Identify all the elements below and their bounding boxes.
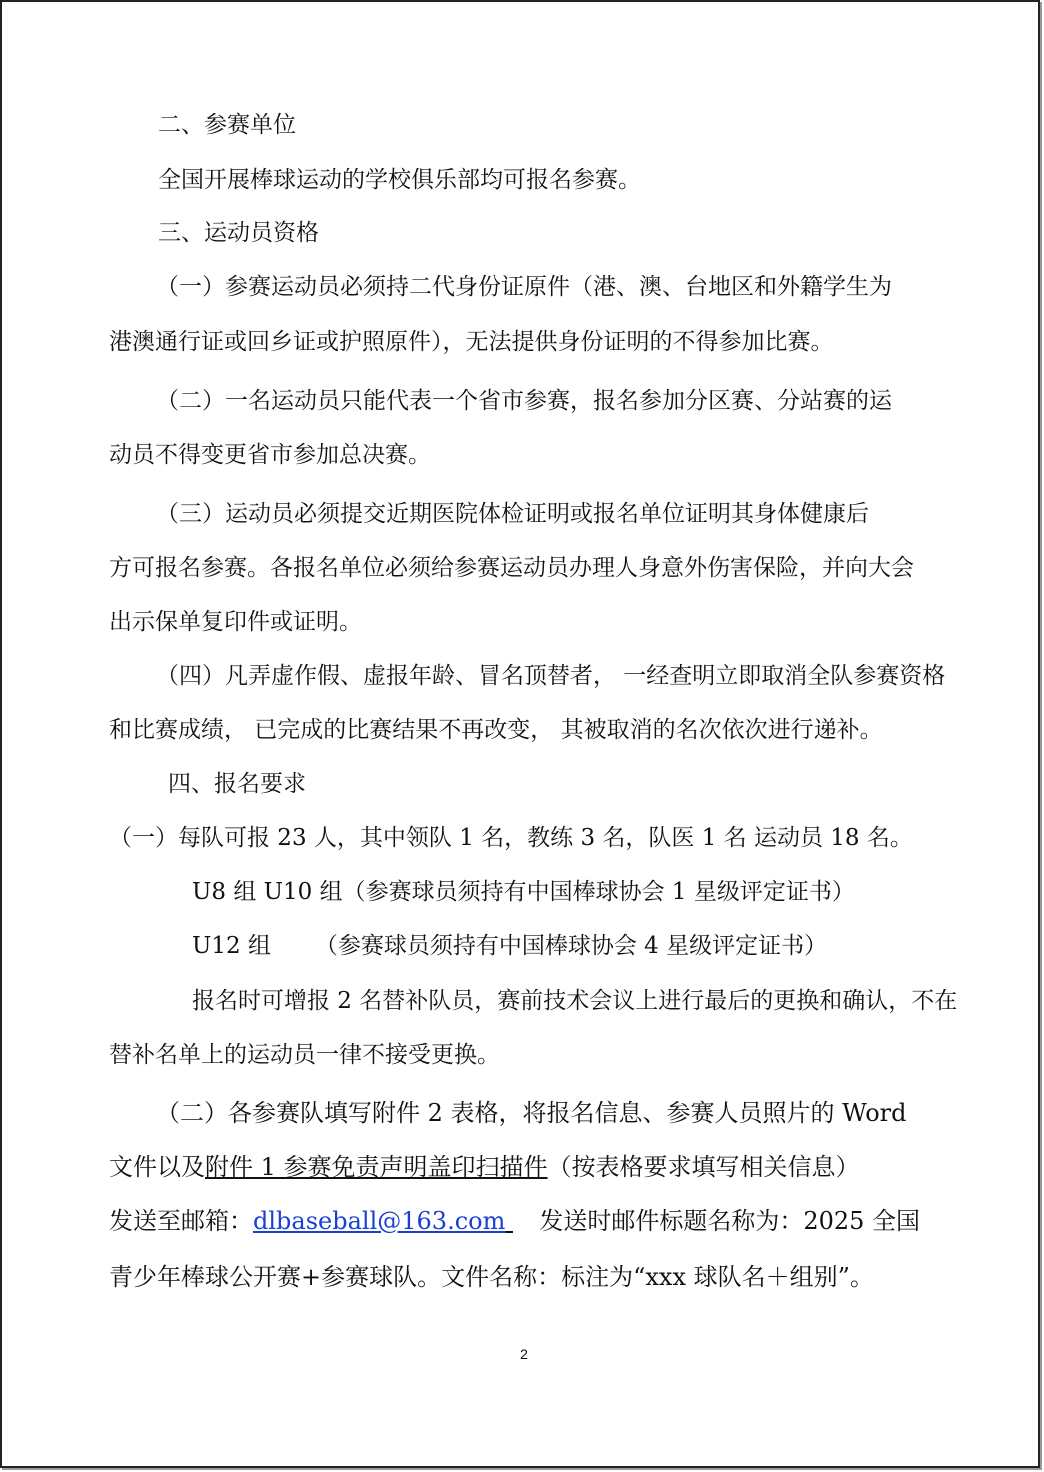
s4-p2-line4: 青少年棒球公开赛+参赛球队。文件名称：标注为“xxx 球队名＋组别”。 [109, 1263, 874, 1291]
s4-p1-line4: 报名时可增报 2 名替补队员，赛前技术会议上进行最后的更换和确认，不在 [192, 988, 958, 1014]
s4-p1-line3: U12 组 （参赛球员须持有中国棒球协会 4 星级评定证书） [192, 933, 828, 959]
s3-p2-line2: 动员不得变更省市参加总决赛。 [109, 442, 431, 468]
s3-p3-line3: 出示保单复印件或证明。 [109, 609, 362, 635]
section-2-body: 全国开展棒球运动的学校俱乐部均可报名参赛。 [158, 167, 641, 193]
s4-p2-line3-suffix: 发送时邮件标题名称为：2025 全国 [539, 1207, 921, 1235]
email-underline-gap [505, 1206, 539, 1236]
attachment-1-reference: 附件 1 参赛免责声明盖印扫描件 [205, 1153, 548, 1181]
s4-p2-line3 [109, 1206, 920, 1236]
page-number: 2 [520, 1346, 528, 1362]
s4-p1-line1: （一）每队可报 23 人，其中领队 1 名，教练 3 名，队医 1 名 运动员 18 名。 [109, 825, 913, 851]
s4-p2-line3-prefix: 发送至邮箱： [109, 1207, 253, 1235]
s4-p2-line2-suffix: （按表格要求填写相关信息） [547, 1153, 860, 1181]
s4-p1-line2: U8 组 U10 组（参赛球员须持有中国棒球协会 1 星级评定证书） [192, 879, 855, 905]
s4-p1-line5: 替补名单上的运动员一律不接受更换。 [109, 1042, 500, 1068]
s3-p4-line1: （四）凡弄虚作假、虚报年龄、冒名顶替者， 一经查明立即取消全队参赛资格 [156, 663, 946, 689]
s4-p2-line1: （二）各参赛队填写附件 2 表格，将报名信息、参赛人员照片的 Word [156, 1099, 907, 1127]
section-2-heading: 二、参赛单位 [158, 112, 296, 138]
email-link[interactable]: dlbaseball@163.com [253, 1207, 506, 1235]
s3-p2-line1: （二）一名运动员只能代表一个省市参赛，报名参加分区赛、分站赛的运 [156, 388, 892, 414]
section-4-heading: 四、报名要求 [168, 771, 306, 797]
s4-p2-line2-prefix: 文件以及 [109, 1153, 205, 1181]
s3-p1-line1: （一）参赛运动员必须持二代身份证原件（港、澳、台地区和外籍学生为 [156, 274, 892, 300]
section-3-heading: 三、运动员资格 [158, 220, 319, 246]
s3-p1-line2: 港澳通行证或回乡证或护照原件），无法提供身份证明的不得参加比赛。 [109, 329, 834, 355]
s3-p4-line2: 和比赛成绩， 已完成的比赛结果不再改变， 其被取消的名次依次进行递补。 [109, 717, 883, 743]
s4-p2-line2 [109, 1152, 860, 1182]
s3-p3-line1: （三）运动员必须提交近期医院体检证明或报名单位证明其身体健康后 [156, 501, 869, 527]
s3-p3-line2: 方可报名参赛。各报名单位必须给参赛运动员办理人身意外伤害保险，并向大会 [109, 555, 914, 581]
